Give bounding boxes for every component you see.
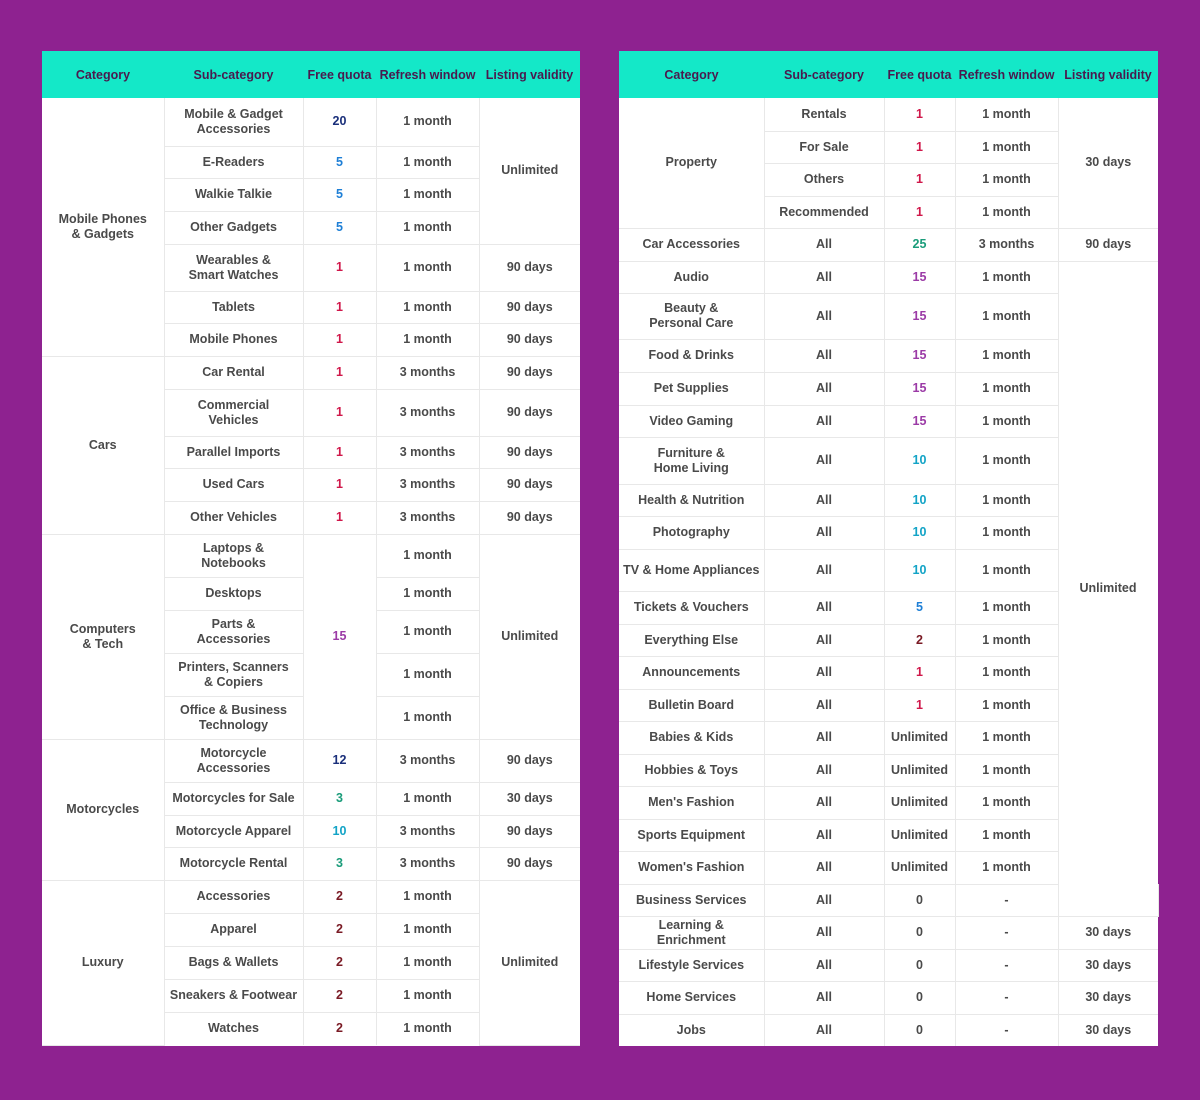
subcategory-cell: Bags & Wallets (164, 946, 303, 979)
free-quota-cell: 10 (884, 549, 955, 591)
subcategory-cell: For Sale (764, 131, 884, 163)
table-row (42, 534, 580, 577)
category-cell: Everything Else (619, 624, 764, 656)
refresh-window-cell: 3 months (376, 468, 479, 501)
free-quota-cell: 5 (884, 591, 955, 624)
subcategory-cell: All (764, 516, 884, 549)
free-quota-cell: 20 (303, 98, 376, 146)
category-cell: Video Gaming (619, 405, 764, 437)
free-quota-cell: 3 (303, 782, 376, 815)
free-quota-cell: 1 (884, 656, 955, 689)
free-quota-cell: 2 (303, 880, 376, 913)
category-cell: Audio (619, 261, 764, 293)
category-cell: Lifestyle Services (619, 949, 764, 981)
listing-validity-cell: Unlimited (479, 98, 580, 244)
subcategory-cell: All (764, 372, 884, 405)
subcategory-cell: All (764, 624, 884, 656)
refresh-window-cell: 3 months (376, 739, 479, 782)
listing-validity-cell: Unlimited (479, 534, 580, 739)
refresh-window-cell: 1 month (376, 98, 479, 146)
refresh-window-cell: 1 month (376, 146, 479, 178)
refresh-window-cell: 1 month (376, 913, 479, 946)
subcategory-cell: All (764, 437, 884, 484)
subcategory-cell: All (764, 916, 884, 949)
category-cell: Computers & Tech (42, 534, 164, 739)
subcategory-cell: All (764, 851, 884, 884)
refresh-window-cell: - (955, 884, 1058, 916)
subcategory-cell: Motorcycle Rental (164, 847, 303, 880)
listing-validity-cell: 90 days (479, 739, 580, 782)
subcategory-cell: Wearables & Smart Watches (164, 244, 303, 291)
listing-validity-cell: Unlimited (1058, 261, 1158, 916)
table-header (42, 51, 580, 98)
free-quota-cell: 10 (303, 815, 376, 847)
free-quota-cell: 1 (884, 98, 955, 131)
subcategory-cell: Other Gadgets (164, 211, 303, 244)
category-cell: Luxury (42, 880, 164, 1045)
category-cell: Cars (42, 356, 164, 534)
listing-validity-cell: 90 days (479, 501, 580, 534)
listing-validity-cell: 90 days (479, 468, 580, 501)
refresh-window-cell: 1 month (376, 211, 479, 244)
refresh-window-cell: 1 month (955, 591, 1058, 624)
subcategory-cell: Motorcycle Apparel (164, 815, 303, 847)
refresh-window-cell: 1 month (376, 610, 479, 653)
refresh-window-cell: 1 month (955, 293, 1058, 339)
refresh-window-cell: - (955, 916, 1058, 949)
column-header-category: Category (42, 51, 164, 98)
free-quota-cell: 15 (884, 339, 955, 372)
free-quota-cell: 1 (303, 291, 376, 323)
listing-validity-cell: 90 days (1058, 228, 1158, 261)
free-quota-cell: 1 (303, 436, 376, 468)
column-header-free-quota: Free quota (303, 51, 376, 98)
free-quota-cell: 0 (884, 916, 955, 949)
free-quota-cell: 0 (884, 884, 955, 916)
free-quota-cell: 1 (303, 244, 376, 291)
refresh-window-cell: 1 month (955, 689, 1058, 721)
table-row (619, 916, 1158, 949)
refresh-window-cell: 1 month (376, 534, 479, 577)
refresh-window-cell: 1 month (376, 946, 479, 979)
table-row (42, 739, 580, 782)
listing-validity-cell: 30 days (1058, 98, 1158, 228)
free-quota-cell: 1 (884, 196, 955, 228)
table-body (42, 98, 580, 1045)
category-cell: Men's Fashion (619, 786, 764, 819)
refresh-window-cell: 1 month (955, 549, 1058, 591)
category-cell: Motorcycles (42, 739, 164, 880)
refresh-window-cell: 1 month (376, 696, 479, 739)
subcategory-cell: Car Rental (164, 356, 303, 389)
free-quota-cell: 15 (884, 261, 955, 293)
refresh-window-cell: 1 month (955, 754, 1058, 786)
listing-validity-cell: Unlimited (479, 880, 580, 1045)
category-cell: Sports Equipment (619, 819, 764, 851)
free-quota-cell: 15 (884, 405, 955, 437)
subcategory-cell: E-Readers (164, 146, 303, 178)
refresh-window-cell: 3 months (376, 436, 479, 468)
listing-validity-cell: 90 days (479, 291, 580, 323)
refresh-window-cell: 1 month (955, 372, 1058, 405)
free-quota-cell: 1 (303, 468, 376, 501)
refresh-window-cell: 1 month (376, 1012, 479, 1045)
subcategory-cell: Printers, Scanners & Copiers (164, 653, 303, 696)
column-header-listing-validity: Listing validity (479, 51, 580, 98)
listing-validity-cell: 30 days (1058, 949, 1158, 981)
subcategory-cell: Accessories (164, 880, 303, 913)
table-row (619, 981, 1158, 1014)
subcategory-cell: Used Cars (164, 468, 303, 501)
subcategory-cell: All (764, 293, 884, 339)
refresh-window-cell: 3 months (376, 847, 479, 880)
category-cell: Announcements (619, 656, 764, 689)
refresh-window-cell: 1 month (376, 653, 479, 696)
table-header (619, 51, 1158, 98)
right-quota-table (619, 51, 1158, 1046)
category-cell: Bulletin Board (619, 689, 764, 721)
column-header-refresh-window: Refresh window (376, 51, 479, 98)
free-quota-cell: 5 (303, 211, 376, 244)
column-header-free-quota: Free quota (884, 51, 955, 98)
category-cell: Business Services (619, 884, 764, 916)
refresh-window-cell: 1 month (955, 98, 1058, 131)
category-cell: Furniture & Home Living (619, 437, 764, 484)
refresh-window-cell: 3 months (376, 501, 479, 534)
subcategory-cell: All (764, 228, 884, 261)
refresh-window-cell: - (955, 1014, 1058, 1046)
listing-validity-cell: 90 days (479, 847, 580, 880)
free-quota-cell: 1 (303, 501, 376, 534)
free-quota-cell: 25 (884, 228, 955, 261)
subcategory-cell: Mobile Phones (164, 323, 303, 356)
free-quota-cell: 0 (884, 981, 955, 1014)
free-quota-cell: 1 (884, 131, 955, 163)
listing-validity-cell: 90 days (479, 356, 580, 389)
refresh-window-cell: 1 month (955, 196, 1058, 228)
listing-validity-cell: 30 days (1058, 1014, 1158, 1046)
column-header-listing-validity: Listing validity (1058, 51, 1158, 98)
subcategory-cell: Apparel (164, 913, 303, 946)
subcategory-cell: All (764, 786, 884, 819)
subcategory-cell: All (764, 591, 884, 624)
table-row (619, 261, 1158, 293)
subcategory-cell: Rentals (764, 98, 884, 131)
refresh-window-cell: 1 month (955, 624, 1058, 656)
free-quota-cell: 0 (884, 1014, 955, 1046)
table-row (42, 98, 580, 146)
free-quota-cell: 2 (303, 946, 376, 979)
listing-validity-cell: 30 days (1058, 981, 1158, 1014)
refresh-window-cell: - (955, 949, 1058, 981)
refresh-window-cell: 1 month (955, 163, 1058, 196)
category-cell: Photography (619, 516, 764, 549)
subcategory-cell: Commercial Vehicles (164, 389, 303, 436)
refresh-window-cell: 1 month (955, 437, 1058, 484)
listing-validity-cell: 90 days (479, 815, 580, 847)
refresh-window-cell: 3 months (376, 815, 479, 847)
subcategory-cell: Mobile & Gadget Accessories (164, 98, 303, 146)
category-cell: Car Accessories (619, 228, 764, 261)
header-row (42, 51, 580, 98)
header-row (619, 51, 1158, 98)
table-row (619, 949, 1158, 981)
category-cell: Property (619, 98, 764, 228)
free-quota-cell: Unlimited (884, 819, 955, 851)
free-quota-cell: 2 (884, 624, 955, 656)
free-quota-cell: 0 (884, 949, 955, 981)
subcategory-cell: All (764, 819, 884, 851)
subcategory-cell: Tablets (164, 291, 303, 323)
subcategory-cell: All (764, 549, 884, 591)
subcategory-cell: All (764, 721, 884, 754)
category-cell: TV & Home Appliances (619, 549, 764, 591)
subcategory-cell: Office & Business Technology (164, 696, 303, 739)
subcategory-cell: All (764, 949, 884, 981)
subcategory-cell: Laptops & Notebooks (164, 534, 303, 577)
refresh-window-cell: 1 month (955, 656, 1058, 689)
subcategory-cell: Watches (164, 1012, 303, 1045)
free-quota-cell: 2 (303, 913, 376, 946)
free-quota-cell: 10 (884, 484, 955, 516)
listing-validity-cell: 90 days (479, 436, 580, 468)
free-quota-cell: 2 (303, 1012, 376, 1045)
listing-validity-cell: 30 days (479, 782, 580, 815)
refresh-window-cell: 1 month (376, 178, 479, 211)
category-cell: Food & Drinks (619, 339, 764, 372)
free-quota-cell: Unlimited (884, 721, 955, 754)
free-quota-cell: 1 (303, 389, 376, 436)
free-quota-cell: 10 (884, 516, 955, 549)
subcategory-cell: All (764, 981, 884, 1014)
listing-validity-cell: 90 days (479, 244, 580, 291)
refresh-window-cell: 1 month (376, 323, 479, 356)
refresh-window-cell: 1 month (955, 721, 1058, 754)
category-cell: Learning & Enrichment (619, 916, 764, 949)
free-quota-cell: 2 (303, 979, 376, 1012)
subcategory-cell: Parallel Imports (164, 436, 303, 468)
left-quota-table (42, 51, 580, 1046)
refresh-window-cell: 1 month (376, 577, 479, 610)
refresh-window-cell: 1 month (955, 786, 1058, 819)
free-quota-cell: 15 (884, 372, 955, 405)
free-quota-cell: 5 (303, 146, 376, 178)
table-row (42, 880, 580, 913)
table-row (619, 1014, 1158, 1046)
subcategory-cell: Motorcycles for Sale (164, 782, 303, 815)
column-header-refresh-window: Refresh window (955, 51, 1058, 98)
refresh-window-cell: 1 month (955, 405, 1058, 437)
category-cell: Health & Nutrition (619, 484, 764, 516)
subcategory-cell: All (764, 339, 884, 372)
table-row (42, 356, 580, 389)
refresh-window-cell: 1 month (955, 851, 1058, 884)
subcategory-cell: Sneakers & Footwear (164, 979, 303, 1012)
subcategory-cell: Motorcycle Accessories (164, 739, 303, 782)
refresh-window-cell: - (955, 981, 1058, 1014)
free-quota-cell: 5 (303, 178, 376, 211)
subcategory-cell: All (764, 405, 884, 437)
subcategory-cell: All (764, 656, 884, 689)
category-cell: Babies & Kids (619, 721, 764, 754)
free-quota-cell: Unlimited (884, 786, 955, 819)
listing-validity-cell: 30 days (1058, 916, 1158, 949)
subcategory-cell: Other Vehicles (164, 501, 303, 534)
free-quota-cell: 15 (303, 534, 376, 739)
refresh-window-cell: 1 month (376, 880, 479, 913)
subcategory-cell: Walkie Talkie (164, 178, 303, 211)
free-quota-cell: 1 (884, 163, 955, 196)
subcategory-cell: All (764, 754, 884, 786)
column-header-subcategory: Sub-category (164, 51, 303, 98)
category-cell: Hobbies & Toys (619, 754, 764, 786)
category-cell: Mobile Phones & Gadgets (42, 98, 164, 356)
free-quota-cell: Unlimited (884, 851, 955, 884)
subcategory-cell: All (764, 884, 884, 916)
category-cell: Women's Fashion (619, 851, 764, 884)
listing-validity-cell: 90 days (479, 323, 580, 356)
subcategory-cell: Desktops (164, 577, 303, 610)
refresh-window-cell: 1 month (376, 244, 479, 291)
table-body (619, 98, 1158, 1046)
column-header-subcategory: Sub-category (764, 51, 884, 98)
refresh-window-cell: 1 month (955, 484, 1058, 516)
subcategory-cell: Others (764, 163, 884, 196)
refresh-window-cell: 1 month (376, 291, 479, 323)
category-cell: Home Services (619, 981, 764, 1014)
free-quota-cell: Unlimited (884, 754, 955, 786)
refresh-window-cell: 3 months (376, 356, 479, 389)
free-quota-cell: 10 (884, 437, 955, 484)
column-header-category: Category (619, 51, 764, 98)
refresh-window-cell: 1 month (376, 979, 479, 1012)
free-quota-cell: 3 (303, 847, 376, 880)
table-row (619, 98, 1158, 131)
subcategory-cell: All (764, 689, 884, 721)
refresh-window-cell: 1 month (955, 131, 1058, 163)
subcategory-cell: Parts & Accessories (164, 610, 303, 653)
free-quota-cell: 12 (303, 739, 376, 782)
category-cell: Tickets & Vouchers (619, 591, 764, 624)
table-row (619, 228, 1158, 261)
refresh-window-cell: 1 month (955, 516, 1058, 549)
subcategory-cell: All (764, 1014, 884, 1046)
category-cell: Jobs (619, 1014, 764, 1046)
refresh-window-cell: 1 month (955, 339, 1058, 372)
free-quota-cell: 15 (884, 293, 955, 339)
category-cell: Beauty & Personal Care (619, 293, 764, 339)
refresh-window-cell: 1 month (955, 261, 1058, 293)
subcategory-cell: All (764, 484, 884, 516)
refresh-window-cell: 3 months (955, 228, 1058, 261)
free-quota-cell: 1 (303, 323, 376, 356)
refresh-window-cell: 1 month (376, 782, 479, 815)
refresh-window-cell: 1 month (955, 819, 1058, 851)
subcategory-cell: Recommended (764, 196, 884, 228)
refresh-window-cell: 3 months (376, 389, 479, 436)
category-cell: Pet Supplies (619, 372, 764, 405)
subcategory-cell: All (764, 261, 884, 293)
free-quota-cell: 1 (884, 689, 955, 721)
free-quota-cell: 1 (303, 356, 376, 389)
listing-validity-cell: 90 days (479, 389, 580, 436)
